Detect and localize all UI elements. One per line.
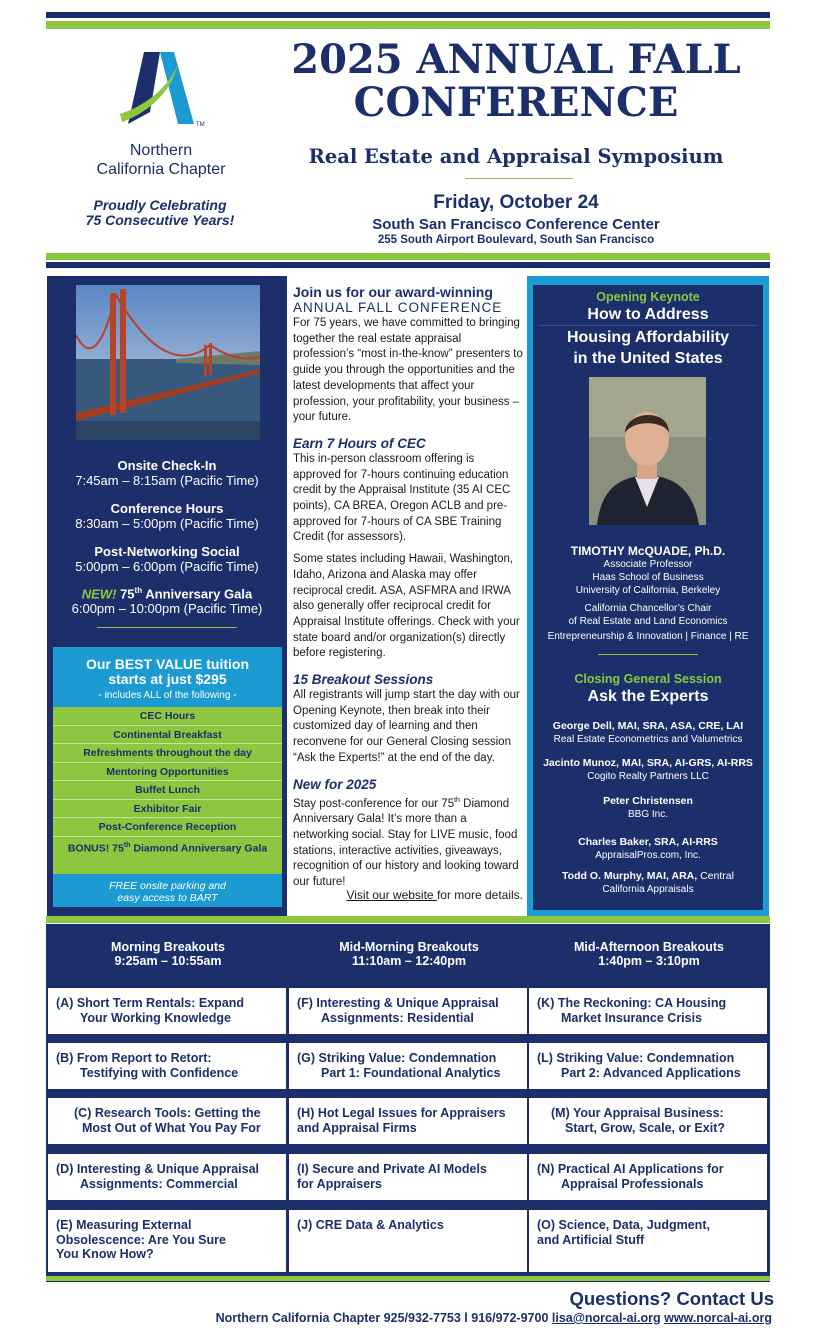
new-body-post: Diamond Anniversary Gala! It’s more than a networking social. Stay for LIVE music, food stations, interactive activities, giveaways, recognition of our history and looking toward our future!	[293, 797, 519, 888]
speaker-info	[533, 544, 763, 643]
list-item: Post-Conference Reception	[53, 818, 282, 837]
new-badge: NEW!	[81, 586, 117, 602]
event-address: 255 South Airport Boulevard, South San Francisco	[377, 234, 655, 246]
session-line: Start, Grow, Scale, or Exit?	[565, 1120, 725, 1135]
session-line: Market Insurance Crisis	[561, 1010, 703, 1025]
closing-label: Closing General Session	[574, 672, 722, 686]
value-foot-line-2: easy access to BART	[117, 892, 218, 904]
event-venue: South San Francisco Conference Center	[372, 216, 660, 233]
event-date: Friday, October 24	[433, 192, 599, 213]
panelist-last-line	[533, 870, 763, 883]
contact-line	[46, 1311, 772, 1325]
session-line: You Know How?	[56, 1247, 154, 1261]
celebration-tagline	[60, 198, 260, 228]
morning-title: Morning Breakouts	[111, 940, 225, 954]
intro-column	[293, 284, 525, 897]
session-line: (K) The Reckoning: CA Housing	[537, 996, 727, 1010]
speaker-role-3: University of California, Berkeley	[575, 585, 721, 596]
table-cell	[529, 988, 767, 1034]
new-body-sup: th	[454, 796, 460, 804]
new-body	[293, 793, 525, 891]
website-link[interactable]: www.norcal-ai.org	[664, 1311, 772, 1325]
value-subheading: - includes ALL of the following -	[98, 690, 237, 701]
speaker-role-1: Associate Professor	[603, 559, 693, 570]
chapter-line-2: California Chapter	[96, 161, 226, 178]
gala-sup: th	[134, 586, 143, 595]
contact-phones: Northern California Chapter 925/932-7753 l 916/972-9700	[215, 1311, 552, 1325]
list-item: Refreshments throughout the day	[53, 744, 282, 763]
session-line: Assignments: Residential	[321, 1010, 474, 1025]
panelist-org: California Appraisals	[602, 884, 694, 895]
bonus-pre: BONUS! 75	[67, 842, 124, 854]
table-cell	[48, 1210, 286, 1272]
session-line: Your Working Knowledge	[80, 1010, 231, 1025]
top-navy-bar	[46, 12, 770, 18]
intro-caps: ANNUAL FALL CONFERENCE	[293, 300, 503, 315]
session-line: (N) Practical AI Applications for	[537, 1162, 724, 1176]
panelist-name: George Dell, MAI, SRA, ASA, CRE, LAI	[552, 720, 744, 732]
value-heading	[53, 657, 282, 687]
title-line-2: CONFERENCE	[353, 79, 679, 126]
session-line: Obsolescence: Are You Sure	[56, 1232, 226, 1247]
session-line: (A) Short Term Rentals: Expand	[56, 996, 244, 1010]
afternoon-title: Mid-Afternoon Breakouts	[574, 940, 724, 954]
value-list	[53, 707, 282, 874]
session-line: (D) Interesting & Unique Appraisal	[56, 1162, 260, 1176]
closing-divider	[598, 654, 698, 655]
table-cell	[48, 988, 286, 1034]
midmorning-title: Mid-Morning Breakouts	[339, 940, 479, 954]
contact-heading: Questions? Contact Us	[569, 1288, 774, 1309]
panelist	[533, 720, 763, 757]
new-heading: New for 2025	[293, 776, 377, 792]
session-line: and Artificial Stuff	[537, 1232, 645, 1247]
page-subtitle: Real Estate and Appraisal Symposium	[308, 145, 724, 168]
table-cell	[48, 1154, 286, 1200]
panelist-name: Todd O. Murphy, MAI, ARA,	[562, 870, 698, 882]
session-line: (M) Your Appraisal Business:	[551, 1106, 724, 1120]
panelist	[533, 757, 763, 795]
chapter-name	[66, 141, 256, 179]
social-info	[47, 544, 287, 574]
bonus-post: Diamond Anniversary Gala	[130, 842, 268, 854]
keynote-title-line-2: Housing Affordability	[566, 329, 730, 346]
checkin-time: 7:45am – 8:15am (Pacific Time)	[75, 473, 259, 488]
session-line: Most Out of What You Pay For	[82, 1120, 261, 1135]
breakout-body: All registrants will jump start the day with our Opening Keynote, then break into their customized day of learning and then reconvene for our General Closing session “Ask the Experts!” at the end of the day.	[293, 689, 520, 764]
afternoon-header	[529, 940, 769, 968]
cec-heading: Earn 7 Hours of CEC	[293, 435, 426, 451]
session-line: (I) Secure and Private AI Models	[297, 1162, 487, 1176]
keynote-title-line-3: in the United States	[573, 350, 723, 367]
list-item: Mentoring Opportunities	[53, 763, 282, 782]
header-green-bar	[46, 253, 770, 260]
visit-line	[293, 888, 523, 902]
checkin-info	[47, 458, 287, 488]
panelist-org: BBG Inc.	[627, 809, 668, 820]
gala-label: Anniversary Gala	[145, 586, 253, 602]
social-time: 5:00pm – 6:00pm (Pacific Time)	[75, 559, 259, 574]
visit-rest: for more details.	[436, 888, 523, 902]
top-green-bar	[46, 21, 770, 29]
table-cell	[529, 1210, 767, 1272]
speaker-role-5: of Real Estate and Land Economics	[568, 616, 728, 627]
panelist	[533, 836, 763, 870]
left-divider	[97, 627, 237, 628]
intro-body: For 75 years, we have committed to bringing together the real estate appraisal profession’s “most in-the-know” presenters to guide you through the opportunities and the latest developments that affect your profession, your profitability, your business – your future.	[293, 317, 523, 424]
panelist-name: Peter Christensen	[603, 795, 693, 807]
value-heading-line-1: Our BEST VALUE tuition	[85, 656, 250, 672]
bonus-sup: th	[123, 841, 131, 849]
checkin-label: Onsite Check-In	[117, 458, 217, 473]
list-item: Buffet Lunch	[53, 781, 282, 800]
table-cell	[529, 1043, 767, 1089]
session-line: (H) Hot Legal Issues for Appraisers	[297, 1106, 506, 1120]
panelist-name: Jacinto Munoz, MAI, SRA, AI-GRS, AI-RRS	[543, 757, 753, 769]
panelist-list	[533, 720, 763, 896]
morning-time: 9:25am – 10:55am	[114, 954, 222, 968]
session-line: Appraisal Professionals	[561, 1176, 704, 1191]
session-line: (L) Striking Value: Condemnation	[537, 1051, 735, 1065]
table-cell	[289, 1098, 527, 1144]
hours-label: Conference Hours	[110, 501, 224, 516]
intro-heading: Join us for our award-winning	[293, 284, 493, 300]
list-item: Exhibitor Fair	[53, 800, 282, 819]
table-cell	[529, 1154, 767, 1200]
keynote-title-line-1: How to Address	[587, 306, 709, 323]
closing-title: Ask the Experts	[587, 688, 709, 705]
gala-info	[47, 583, 287, 616]
subtitle-divider	[465, 178, 573, 179]
session-line: Part 1: Foundational Analytics	[321, 1065, 501, 1080]
session-line: (G) Striking Value: Condemnation	[297, 1051, 497, 1065]
value-footnote	[53, 880, 282, 904]
panelist-name: Charles Baker, SRA, AI-RRS	[578, 836, 718, 848]
bottom-green-bar	[46, 1276, 770, 1281]
session-line: and Appraisal Firms	[297, 1120, 417, 1135]
gala-number: 75	[120, 586, 135, 602]
celebrate-line-1: Proudly Celebrating	[93, 197, 227, 213]
cec-body: This in-person classroom offering is approved for 7-hours continuing education credit by the Appraisal Institute (35 AI CEC points), CA BREA, Oregon ACLB and pre-approved for 7-hours of CA SBE Training Credit (for assessors).	[293, 452, 511, 544]
trademark-mark: TM	[196, 122, 205, 128]
speaker-photo	[589, 377, 706, 525]
session-line: (O) Science, Data, Judgment,	[537, 1218, 710, 1232]
table-cell	[48, 1043, 286, 1089]
table-cell	[289, 1043, 527, 1089]
speaker-role-2: Haas School of Business	[592, 572, 704, 583]
keynote-divider	[539, 325, 757, 326]
chapter-line-1: Northern	[129, 142, 193, 159]
panelist	[533, 870, 763, 896]
hours-time: 8:30am – 5:00pm (Pacific Time)	[75, 516, 259, 531]
list-item: Continental Breakfast	[53, 726, 282, 745]
session-line: (J) CRE Data & Analytics	[297, 1218, 444, 1232]
visit-website-link[interactable]: Visit our website	[346, 888, 437, 902]
breakout-green-bar	[46, 916, 770, 923]
keynote-title-rest	[533, 327, 763, 369]
value-heading-line-2: starts at just $295	[108, 671, 227, 687]
session-line: for Appraisers	[297, 1176, 382, 1191]
value-foot-line-1: FREE onsite parking and	[109, 880, 226, 892]
breakout-heading: 15 Breakout Sessions	[293, 672, 434, 688]
list-item: CEC Hours	[53, 707, 282, 726]
panelist-org: Real Estate Econometrics and Valumetrics	[553, 734, 743, 745]
session-line: (E) Measuring External	[56, 1218, 192, 1232]
table-cell	[289, 1210, 527, 1272]
page-title	[286, 38, 746, 124]
gala-time: 6:00pm – 10:00pm (Pacific Time)	[71, 601, 263, 617]
title-line-1: 2025 ANNUAL FALL	[291, 36, 741, 83]
panelist-org: AppraisalPros.com, Inc.	[595, 850, 701, 861]
golden-gate-bridge-photo	[76, 285, 260, 440]
afternoon-time: 1:40pm – 3:10pm	[598, 954, 700, 968]
session-line: (C) Research Tools: Getting the	[74, 1106, 261, 1120]
speaker-name: TIMOTHY McQUADE, Ph.D.	[570, 544, 726, 558]
panelist-org: Cogito Realty Partners LLC	[587, 771, 709, 782]
session-line: (F) Interesting & Unique Appraisal	[297, 996, 499, 1010]
header-navy-bar	[46, 262, 770, 268]
session-line: (B) From Report to Retort:	[56, 1051, 212, 1065]
table-cell	[48, 1098, 286, 1144]
social-label: Post-Networking Social	[94, 544, 240, 559]
new-body-pre: Stay post-conference for our 75	[293, 797, 455, 810]
session-line: Part 2: Advanced Applications	[561, 1065, 741, 1080]
cec-body-2: Some states including Hawaii, Washington, Idaho, Arizona and Alaska may offer reciprocal credit. ASA, ASFMRA and IRWA also generally offer reciprocal credit for Appraisal Institute offerings. Check with your state board and/or organization(s) directly before registering.	[293, 553, 520, 660]
keynote-title	[533, 304, 763, 325]
table-cell	[289, 988, 527, 1034]
bonus-item	[53, 837, 282, 856]
session-line: Testifying with Confidence	[80, 1065, 239, 1080]
midmorning-header	[289, 940, 529, 968]
chapter-logo	[110, 44, 210, 134]
table-cell	[289, 1154, 527, 1200]
panelist	[533, 795, 763, 836]
gala-heading	[47, 583, 287, 601]
speaker-role-6: Entrepreneurship & Innovation | Finance | RE	[547, 631, 749, 642]
speaker-role-4: California Chancellor’s Chair	[584, 603, 712, 614]
email-link[interactable]: lisa@norcal-ai.org	[551, 1311, 661, 1325]
conference-hours-info	[47, 501, 287, 531]
celebrate-line-2: 75 Consecutive Years!	[85, 212, 235, 228]
midmorning-time: 11:10am – 12:40pm	[352, 954, 466, 968]
keynote-label: Opening Keynote	[596, 290, 700, 304]
table-cell	[529, 1098, 767, 1144]
session-line: Assignments: Commercial	[80, 1176, 238, 1191]
morning-header	[48, 940, 288, 968]
panelist-org-inline: Central	[697, 870, 734, 882]
